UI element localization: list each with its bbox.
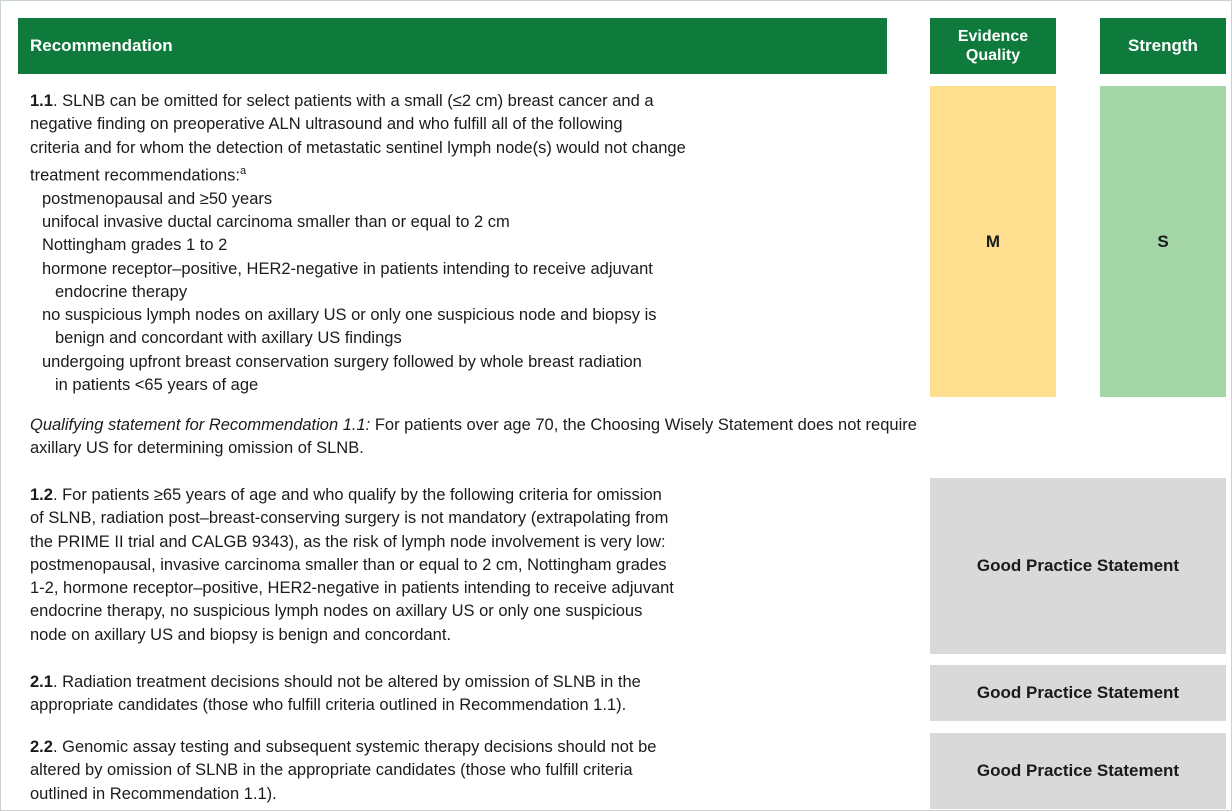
rec-1-2-line: of SLNB, radiation post–breast-conserving surgery is not mandatory (extrapolating from [30,509,669,528]
header-strength-label: Strength [1128,36,1198,55]
good-practice-cell-2-2 [930,733,1226,809]
rec-1-1-line: criteria and for whom the detection of metastatic sentinel lymph node(s) would not change [30,138,686,157]
good-practice-label: Good Practice Statement [976,556,1180,575]
rec-1-1-line: negative finding on preoperative ALN ultrasound and who fulfill all of the following [30,115,623,134]
rec-1-1-line: treatment recommendations:$^a$ [30,164,247,185]
recommendation-1-2 [30,484,910,647]
qualifying-statement [30,414,1210,461]
good-practice-label: Good Practice Statement [976,683,1180,702]
rec-1-2-number: 1.2 [30,486,53,504]
header-evidence-line1: Evidence [957,28,1029,45]
good-practice-label: Good Practice Statement [976,761,1180,780]
header-recommendation [18,18,887,74]
header-recommendation-label: Recommendation [30,36,173,55]
rec-1-2-line: postmenopausal, invasive carcinoma smaller than or equal to 2 cm, Nottingham grades [30,555,667,574]
evidence-quality-cell-1-1 [930,86,1056,397]
criterion-item: undergoing upfront breast conservation surgery followed by whole breast radiation [42,352,642,371]
rec-1-2-line: the PRIME II trial and CALGB 9343), as the risk of lymph node involvement is very low: [30,532,666,551]
criterion-item: no suspicious lymph nodes on axillary US or only one suspicious node and biopsy is [42,306,657,325]
criterion-item: Nottingham grades 1 to 2 [42,236,228,255]
header-evidence-quality [930,18,1056,74]
criterion-item: hormone receptor–positive, HER2-negative in patients intending to receive adjuvant [42,259,653,278]
qualifying-line: Qualifying statement for Recommendation 1.1: For patients over age 70, the Choosing Wisely Statement does not require [30,416,917,434]
rec-1-1-number: 1.1 [30,92,53,110]
recommendation-1-1 [30,90,910,397]
criterion-item-continuation: in patients <65 years of age [55,376,259,395]
rec-1-2-line: endocrine therapy, no suspicious lymph nodes on axillary US or only one suspicious [30,602,643,621]
qualifying-line: axillary US for determining omission of SLNB. [30,439,364,458]
header-evidence-line2: Quality [965,47,1021,64]
rec-2-1-line: 2.1. Radiation treatment decisions should not be altered by omission of SLNB in the [30,673,641,691]
rec-2-2-number: 2.2 [30,738,53,756]
rec-2-1-number: 2.1 [30,673,53,691]
criterion-item-continuation: benign and concordant with axillary US findings [55,329,402,348]
header-strength [1100,18,1226,74]
rec-1-2-line: 1-2, hormone receptor–positive, HER2-negative in patients intending to receive adjuvant [30,579,674,598]
rec-2-2-line: 2.2. Genomic assay testing and subsequent systemic therapy decisions should not be [30,738,657,756]
qualifying-label: Qualifying statement for Recommendation 1.1: [30,416,371,434]
rec-2-2-line: outlined in Recommendation 1.1). [30,784,277,803]
strength-cell-1-1 [1100,86,1226,397]
criterion-item: postmenopausal and ≥50 years [42,189,273,208]
rec-2-2-line: altered by omission of SLNB in the appropriate candidates (those who fulfill criteria [30,761,633,780]
header-evidence-quality-label [958,27,1028,65]
good-practice-cell-2-1 [930,665,1226,721]
footnote-marker: a [240,164,247,177]
criterion-item: unifocal invasive ductal carcinoma smaller than or equal to 2 cm [42,212,510,231]
criterion-item-continuation: endocrine therapy [55,282,188,301]
rec-1-2-line: 1.2. For patients ≥65 years of age and who qualify by the following criteria for omission [30,486,662,504]
rec-2-1-line: appropriate candidates (those who fulfill criteria outlined in Recommendation 1.1). [30,696,627,715]
recommendation-2-1 [30,671,910,718]
strength-value: S [1157,231,1169,251]
rec-1-2-line: node on axillary US and biopsy is benign and concordant. [30,625,452,644]
evidence-quality-value: M [985,231,1001,251]
recommendation-2-2 [30,736,910,806]
good-practice-cell-1-2 [930,478,1226,654]
rec-1-1-line: 1.1. SLNB can be omitted for select patients with a small (≤2 cm) breast cancer and a [30,92,654,110]
